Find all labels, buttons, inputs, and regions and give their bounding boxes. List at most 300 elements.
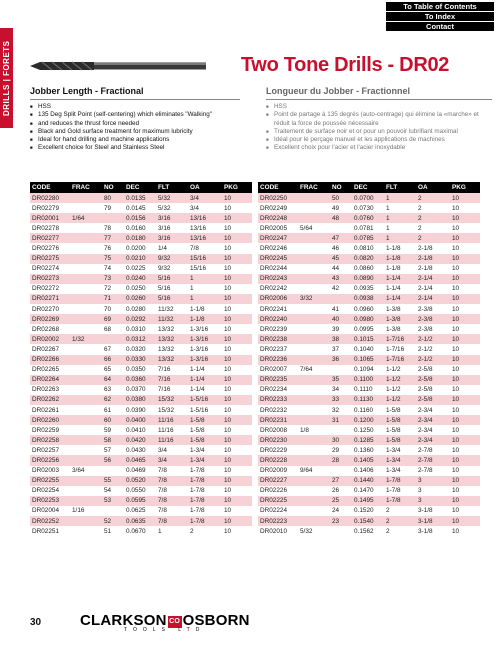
cell-frac <box>70 455 102 465</box>
cell-pkg: 10 <box>450 435 480 445</box>
cell-flt: 7/16 <box>156 375 188 385</box>
column-header-no: NO <box>102 182 124 193</box>
table-row <box>30 355 252 365</box>
cell-oa: 1-5/16 <box>188 395 222 405</box>
cell-code: DR02263 <box>30 385 70 395</box>
cell-no: 56 <box>102 455 124 465</box>
cell-code: DR02237 <box>258 344 298 354</box>
cell-oa: 2-7/8 <box>416 445 450 455</box>
cell-frac <box>70 355 102 365</box>
table-row <box>258 193 480 203</box>
cell-pkg: 10 <box>222 486 252 496</box>
cell-dec: 0.0310 <box>124 324 156 334</box>
cell-no: 40 <box>330 314 352 324</box>
table-row <box>30 375 252 385</box>
cell-pkg: 10 <box>450 526 480 536</box>
feature-bullet: ■ Ideal for hand drilling and machine applications <box>30 136 240 144</box>
cell-code: DR02230 <box>258 435 298 445</box>
cell-dec: 0.0145 <box>124 203 156 213</box>
cell-pkg: 10 <box>450 516 480 526</box>
cell-no: 31 <box>330 415 352 425</box>
cell-dec: 0.1110 <box>352 385 384 395</box>
cell-oa: 2 <box>416 203 450 213</box>
cell-code: DR02262 <box>30 395 70 405</box>
cell-frac: 1/8 <box>298 425 330 435</box>
cell-no <box>102 334 124 344</box>
cell-pkg: 10 <box>222 203 252 213</box>
cell-flt: 7/8 <box>156 466 188 476</box>
cell-flt: 1-7/16 <box>384 334 416 344</box>
cell-pkg: 10 <box>222 506 252 516</box>
cell-dec: 0.0785 <box>352 233 384 243</box>
table-row <box>30 223 252 233</box>
table-row <box>258 486 480 496</box>
cell-code: DR02233 <box>258 395 298 405</box>
cell-pkg: 10 <box>450 344 480 354</box>
drill-table-right <box>258 182 480 536</box>
cell-code: DR02009 <box>258 466 298 476</box>
cell-pkg: 10 <box>222 405 252 415</box>
cell-frac <box>298 395 330 405</box>
cell-code: DR02235 <box>258 375 298 385</box>
cell-frac <box>298 213 330 223</box>
cell-code: DR02245 <box>258 254 298 264</box>
cell-flt: 11/16 <box>156 425 188 435</box>
cell-pkg: 10 <box>450 264 480 274</box>
cell-dec: 0.0935 <box>352 284 384 294</box>
cell-flt: 15/32 <box>156 405 188 415</box>
cell-frac <box>70 445 102 455</box>
cell-flt: 1 <box>384 193 416 203</box>
table-row <box>258 516 480 526</box>
cell-dec: 0.0160 <box>124 223 156 233</box>
table-header-row <box>258 182 480 193</box>
cell-oa: 3/4 <box>188 203 222 213</box>
cell-oa: 2-3/8 <box>416 324 450 334</box>
feature-bullet-continuation: ■ and reduces the thrust force needed <box>30 120 240 128</box>
cell-no <box>330 365 352 375</box>
table-row <box>258 526 480 536</box>
cell-no: 58 <box>102 435 124 445</box>
cell-flt: 13/32 <box>156 344 188 354</box>
cell-code: DR02255 <box>30 476 70 486</box>
cell-frac <box>70 375 102 385</box>
column-header-dec: DEC <box>352 182 384 193</box>
cell-frac <box>298 516 330 526</box>
cell-pkg: 10 <box>222 274 252 284</box>
cell-no: 48 <box>330 213 352 223</box>
table-row <box>258 385 480 395</box>
cell-oa: 3-1/8 <box>416 506 450 516</box>
cell-pkg: 10 <box>222 445 252 455</box>
cell-no: 45 <box>330 254 352 264</box>
cell-frac <box>70 223 102 233</box>
cell-flt: 7/8 <box>156 476 188 486</box>
cell-no: 51 <box>102 526 124 536</box>
cell-dec: 0.1440 <box>352 476 384 486</box>
column-header-flt: FLT <box>384 182 416 193</box>
cell-dec: 0.0240 <box>124 274 156 284</box>
table-row <box>30 496 252 506</box>
cell-frac <box>298 455 330 465</box>
cell-flt: 1-3/8 <box>384 304 416 314</box>
nav-table-of-contents-link[interactable]: To Table of Contents <box>386 2 494 11</box>
cell-oa: 2-1/2 <box>416 344 450 354</box>
cell-code: DR02267 <box>30 344 70 354</box>
french-description <box>266 86 492 153</box>
cell-dec: 0.1015 <box>352 334 384 344</box>
cell-flt: 11/16 <box>156 415 188 425</box>
cell-code: DR02223 <box>258 516 298 526</box>
column-header-oa: OA <box>416 182 450 193</box>
cell-dec: 0.0350 <box>124 365 156 375</box>
cell-dec: 0.1360 <box>352 445 384 455</box>
cell-flt: 1-3/4 <box>384 445 416 455</box>
cell-dec: 0.0400 <box>124 415 156 425</box>
cell-frac <box>298 385 330 395</box>
cell-pkg: 10 <box>222 466 252 476</box>
cell-flt: 1-1/4 <box>384 284 416 294</box>
cell-no: 46 <box>330 243 352 253</box>
cell-pkg: 10 <box>222 415 252 425</box>
cell-flt: 1-5/8 <box>384 435 416 445</box>
cell-pkg: 10 <box>450 324 480 334</box>
cell-frac <box>70 516 102 526</box>
cell-flt: 3/16 <box>156 233 188 243</box>
cell-dec: 0.0420 <box>124 435 156 445</box>
cell-flt: 7/16 <box>156 385 188 395</box>
cell-dec: 0.0625 <box>124 506 156 516</box>
cell-flt: 1 <box>384 233 416 243</box>
table-row <box>258 213 480 223</box>
cell-no: 73 <box>102 274 124 284</box>
cell-flt: 1-1/2 <box>384 395 416 405</box>
cell-pkg: 10 <box>222 254 252 264</box>
cell-oa: 2-1/2 <box>416 334 450 344</box>
cell-flt: 11/32 <box>156 304 188 314</box>
feature-bullet: ■ Idéal pour le perçage manuel et les applications de machines <box>266 136 492 144</box>
cell-flt: 1-5/8 <box>384 415 416 425</box>
cell-frac <box>70 425 102 435</box>
nav-index-link[interactable]: To Index <box>386 12 494 21</box>
cell-dec: 0.0330 <box>124 355 156 365</box>
cell-dec: 0.0810 <box>352 243 384 253</box>
cell-oa: 1-1/8 <box>188 314 222 324</box>
cell-pkg: 10 <box>450 314 480 324</box>
cell-pkg: 10 <box>450 506 480 516</box>
sidebar-label: DRILLS | FORETS <box>2 40 11 116</box>
cell-no: 79 <box>102 203 124 213</box>
cell-pkg: 10 <box>450 294 480 304</box>
cell-flt: 1 <box>384 223 416 233</box>
cell-oa: 15/16 <box>188 264 222 274</box>
cell-code: DR02242 <box>258 284 298 294</box>
cell-no: 49 <box>330 203 352 213</box>
cell-no: 54 <box>102 486 124 496</box>
cell-dec: 0.0890 <box>352 274 384 284</box>
cell-frac <box>70 526 102 536</box>
table-row <box>30 243 252 253</box>
column-header-frac: FRAC <box>70 182 102 193</box>
cell-flt: 7/8 <box>156 516 188 526</box>
cell-oa: 1-5/8 <box>188 415 222 425</box>
cell-code: DR02257 <box>30 445 70 455</box>
cell-code: DR02258 <box>30 435 70 445</box>
cell-code: DR02244 <box>258 264 298 274</box>
cell-dec: 0.0760 <box>352 213 384 223</box>
cell-pkg: 10 <box>450 355 480 365</box>
cell-frac <box>70 294 102 304</box>
cell-oa: 2-1/4 <box>416 294 450 304</box>
table-header-row <box>30 182 252 193</box>
cell-dec: 0.1495 <box>352 496 384 506</box>
cell-frac: 1/32 <box>70 334 102 344</box>
cell-no: 72 <box>102 284 124 294</box>
cell-frac <box>70 233 102 243</box>
cell-pkg: 10 <box>222 264 252 274</box>
table-row <box>30 344 252 354</box>
cell-code: DR02264 <box>30 375 70 385</box>
cell-oa: 1-1/4 <box>188 375 222 385</box>
cell-frac: 7/64 <box>298 365 330 375</box>
cell-no: 61 <box>102 405 124 415</box>
cell-frac <box>70 254 102 264</box>
cell-pkg: 10 <box>222 395 252 405</box>
table-row <box>30 304 252 314</box>
cell-dec: 0.0410 <box>124 425 156 435</box>
cell-code: DR02249 <box>258 203 298 213</box>
cell-code: DR02240 <box>258 314 298 324</box>
cell-code: DR02225 <box>258 496 298 506</box>
cell-oa: 2-7/8 <box>416 455 450 465</box>
table-row <box>30 405 252 415</box>
cell-pkg: 10 <box>222 324 252 334</box>
cell-dec: 0.0280 <box>124 304 156 314</box>
cell-code: DR02278 <box>30 223 70 233</box>
cell-oa: 13/16 <box>188 223 222 233</box>
table-row <box>30 284 252 294</box>
cell-code: DR02247 <box>258 233 298 243</box>
table-row <box>30 526 252 536</box>
cell-code: DR02272 <box>30 284 70 294</box>
cell-no: 63 <box>102 385 124 395</box>
cell-pkg: 10 <box>222 193 252 203</box>
cell-oa: 1-1/4 <box>188 385 222 395</box>
feature-bullet: ■ HSS <box>266 103 492 111</box>
cell-frac <box>298 375 330 385</box>
column-header-no: NO <box>330 182 352 193</box>
cell-frac <box>70 395 102 405</box>
cell-flt: 1-5/8 <box>384 405 416 415</box>
cell-dec: 0.0292 <box>124 314 156 324</box>
cell-code: DR02277 <box>30 233 70 243</box>
cell-flt: 1 <box>156 526 188 536</box>
cell-frac <box>70 496 102 506</box>
table-row <box>258 324 480 334</box>
table-row <box>258 274 480 284</box>
cell-flt: 13/32 <box>156 355 188 365</box>
table-row <box>258 334 480 344</box>
cell-flt: 1-7/16 <box>384 355 416 365</box>
cell-frac <box>298 344 330 354</box>
cell-dec: 0.0370 <box>124 385 156 395</box>
cell-dec: 0.1250 <box>352 425 384 435</box>
cell-no: 44 <box>330 264 352 274</box>
cell-code: DR02251 <box>30 526 70 536</box>
table-row <box>30 193 252 203</box>
cell-oa: 3 <box>416 476 450 486</box>
cell-flt: 7/8 <box>156 506 188 516</box>
cell-no: 65 <box>102 365 124 375</box>
cell-code: DR02252 <box>30 516 70 526</box>
cell-oa: 1-7/8 <box>188 506 222 516</box>
cell-frac <box>70 486 102 496</box>
cell-oa: 2 <box>416 213 450 223</box>
cell-pkg: 10 <box>222 496 252 506</box>
cell-code: DR02231 <box>258 415 298 425</box>
cell-pkg: 10 <box>222 355 252 365</box>
cell-pkg: 10 <box>450 476 480 486</box>
cell-pkg: 10 <box>222 516 252 526</box>
cell-code: DR02269 <box>30 314 70 324</box>
cell-flt: 1-1/8 <box>384 243 416 253</box>
cell-no: 35 <box>330 375 352 385</box>
column-header-code: CODE <box>30 182 70 193</box>
cell-code: DR02261 <box>30 405 70 415</box>
cell-frac: 5/64 <box>298 223 330 233</box>
cell-dec: 0.0200 <box>124 243 156 253</box>
cell-oa: 1 <box>188 274 222 284</box>
cell-code: DR02280 <box>30 193 70 203</box>
cell-no <box>330 294 352 304</box>
cell-code: DR02228 <box>258 455 298 465</box>
feature-bullet: ■ Excellent choix pour l'acier et l'acier inoxydable <box>266 144 492 152</box>
cell-frac: 3/32 <box>298 294 330 304</box>
cell-no: 32 <box>330 405 352 415</box>
feature-bullet: ■ Excellent choice for Steel and Stainless Steel <box>30 144 240 152</box>
cell-dec: 0.0465 <box>124 455 156 465</box>
cell-frac <box>298 314 330 324</box>
cell-flt: 1-3/8 <box>384 324 416 334</box>
cell-code: DR02002 <box>30 334 70 344</box>
column-header-dec: DEC <box>124 182 156 193</box>
cell-oa: 1-3/4 <box>188 455 222 465</box>
feature-bullet: ■ 135 Deg Split Point (self-centering) which eliminates "Walking" <box>30 111 240 119</box>
cell-dec: 0.0550 <box>124 486 156 496</box>
cell-code: DR02250 <box>258 193 298 203</box>
cell-frac <box>298 284 330 294</box>
cell-no: 34 <box>330 385 352 395</box>
cell-dec: 0.1094 <box>352 365 384 375</box>
cell-flt: 1-1/4 <box>384 274 416 284</box>
drill-bit-image <box>30 60 206 72</box>
nav-contact-link[interactable]: Contact <box>386 22 494 31</box>
cell-code: DR02226 <box>258 486 298 496</box>
cell-pkg: 10 <box>450 223 480 233</box>
table-row <box>30 274 252 284</box>
cell-no <box>330 466 352 476</box>
cell-oa: 1 <box>188 294 222 304</box>
cell-flt: 7/8 <box>156 486 188 496</box>
table-row <box>30 334 252 344</box>
cell-dec: 0.0960 <box>352 304 384 314</box>
cell-frac <box>298 435 330 445</box>
cell-pkg: 10 <box>222 334 252 344</box>
table-row <box>258 294 480 304</box>
cell-flt: 5/16 <box>156 274 188 284</box>
cell-oa: 3 <box>416 496 450 506</box>
cell-oa: 1-7/8 <box>188 476 222 486</box>
table-row <box>30 203 252 213</box>
logo-word-right: OSBORN <box>182 612 250 629</box>
table-row <box>30 506 252 516</box>
cell-code: DR02253 <box>30 496 70 506</box>
table-row <box>258 445 480 455</box>
cell-code: DR02227 <box>258 476 298 486</box>
table-row <box>258 365 480 375</box>
cell-oa: 2-3/4 <box>416 435 450 445</box>
cell-frac <box>298 486 330 496</box>
cell-no: 25 <box>330 496 352 506</box>
cell-dec: 0.1520 <box>352 506 384 516</box>
cell-oa: 1-7/8 <box>188 486 222 496</box>
cell-no: 55 <box>102 476 124 486</box>
cell-code: DR02008 <box>258 425 298 435</box>
cell-pkg: 10 <box>450 254 480 264</box>
cell-frac <box>298 445 330 455</box>
cell-oa: 1-3/16 <box>188 355 222 365</box>
page-title: Two Tone Drills - DR02 <box>240 54 450 76</box>
cell-flt: 1-1/8 <box>384 254 416 264</box>
table-row <box>30 516 252 526</box>
cell-pkg: 10 <box>222 294 252 304</box>
cell-no: 80 <box>102 193 124 203</box>
logo-subtitle: TOOLS LTD <box>124 627 206 633</box>
cell-oa: 2-1/4 <box>416 274 450 284</box>
table-row <box>258 435 480 445</box>
table-row <box>258 455 480 465</box>
cell-pkg: 10 <box>222 455 252 465</box>
table-row <box>258 314 480 324</box>
cell-oa: 7/8 <box>188 243 222 253</box>
column-header-frac: FRAC <box>298 182 330 193</box>
cell-no: 70 <box>102 304 124 314</box>
cell-frac <box>298 274 330 284</box>
cell-dec: 0.0700 <box>352 193 384 203</box>
cell-dec: 0.1406 <box>352 466 384 476</box>
cell-frac: 1/16 <box>70 506 102 516</box>
cell-frac <box>70 385 102 395</box>
cell-no: 42 <box>330 284 352 294</box>
cell-dec: 0.0312 <box>124 334 156 344</box>
cell-oa: 1 <box>188 284 222 294</box>
cell-frac <box>70 324 102 334</box>
cell-frac: 1/64 <box>70 213 102 223</box>
cell-dec: 0.0210 <box>124 254 156 264</box>
cell-oa: 2-1/8 <box>416 243 450 253</box>
cell-pkg: 10 <box>450 304 480 314</box>
cell-frac <box>70 415 102 425</box>
cell-frac <box>298 233 330 243</box>
cell-no: 26 <box>330 486 352 496</box>
cell-frac <box>298 324 330 334</box>
cell-flt: 7/16 <box>156 365 188 375</box>
cell-dec: 0.0390 <box>124 405 156 415</box>
cell-dec: 0.0635 <box>124 516 156 526</box>
table-row <box>30 435 252 445</box>
cell-code: DR02224 <box>258 506 298 516</box>
cell-no: 29 <box>330 445 352 455</box>
